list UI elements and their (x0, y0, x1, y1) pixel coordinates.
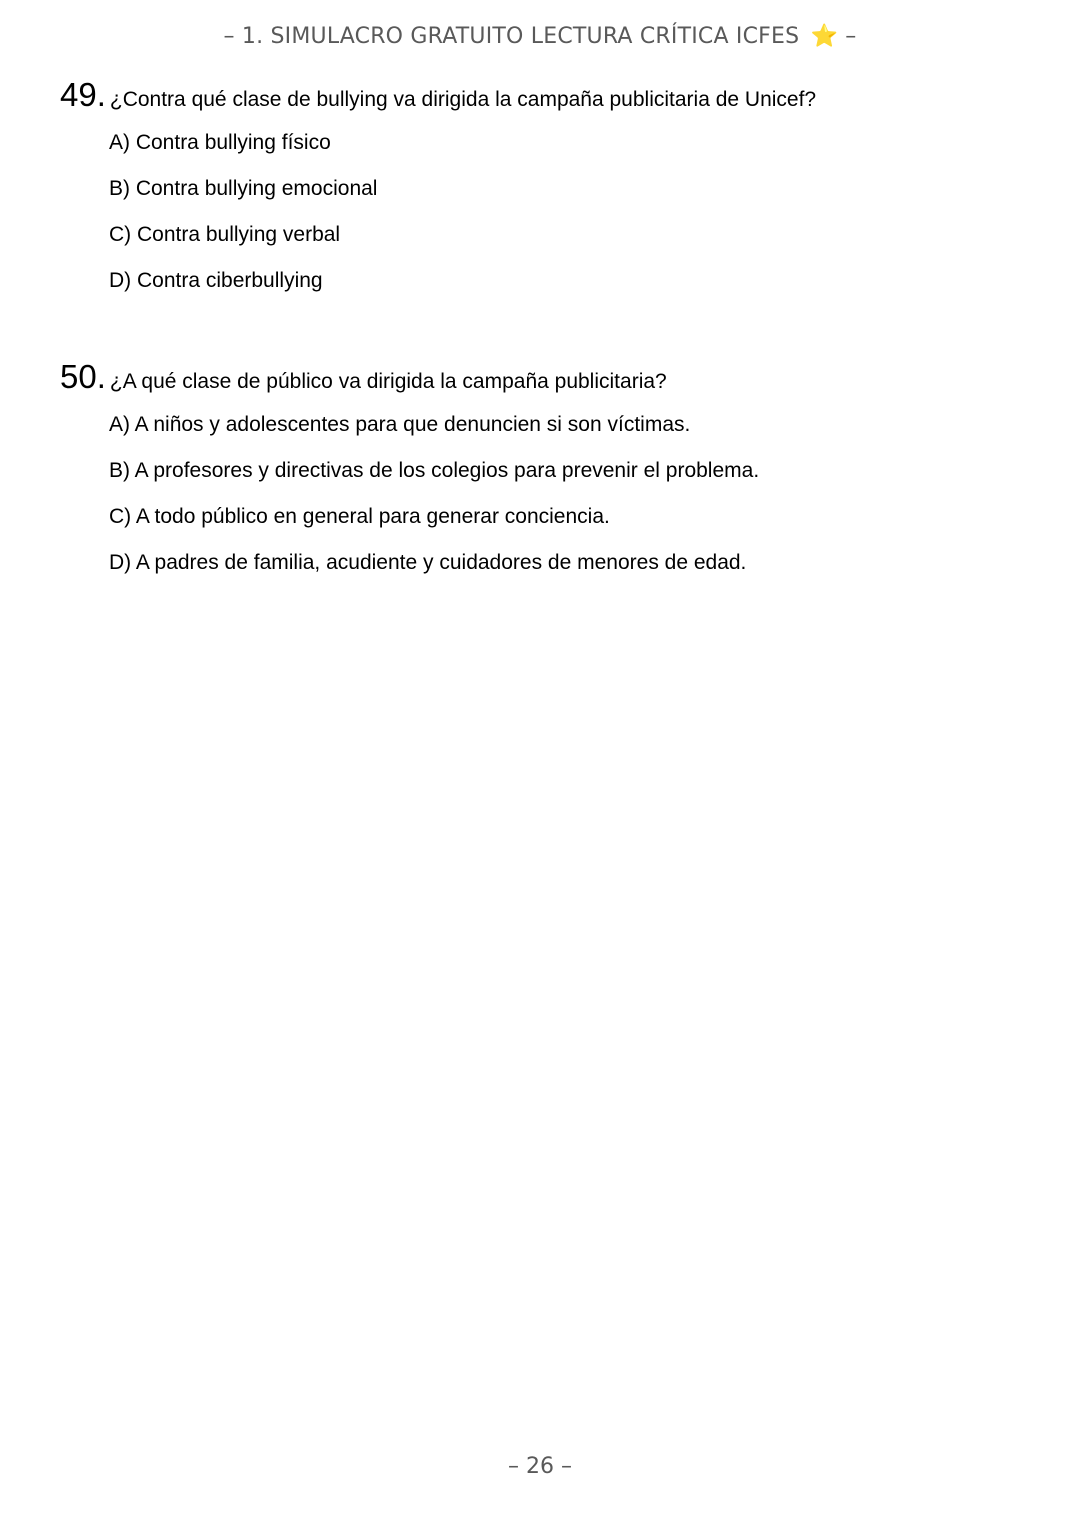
option-b[interactable]: B) A profesores y directivas de los colegios para prevenir el problema. (109, 459, 760, 482)
option-d[interactable]: D) Contra ciberbullying (109, 269, 323, 292)
option-a[interactable]: A) A niños y adolescentes para que denuncien si son víctimas. (109, 413, 691, 436)
option-c[interactable]: C) Contra bullying verbal (109, 223, 341, 246)
option-b[interactable]: B) Contra bullying emocional (109, 177, 378, 200)
option-list (109, 410, 1040, 594)
question-number: 50. (60, 358, 106, 395)
option-a[interactable]: A) Contra bullying físico (109, 131, 331, 154)
question-stem (60, 76, 1040, 114)
header-trailing-dash: – (845, 24, 857, 49)
star-icon: ⭐ (810, 24, 839, 49)
option-c[interactable]: C) A todo público en general para generar conciencia. (109, 505, 610, 528)
question-stem (60, 358, 1040, 396)
question-number: 49. (60, 76, 106, 113)
header-title: – 1. SIMULACRO GRATUITO LECTURA CRÍTICA ICFES (223, 24, 800, 49)
option-d[interactable]: D) A padres de familia, acudiente y cuidadores de menores de edad. (109, 551, 747, 574)
page-header (0, 24, 1080, 49)
question-49 (60, 76, 1040, 312)
question-text: ¿A qué clase de público va dirigida la campaña publicitaria? (109, 370, 667, 393)
option-list (109, 128, 1040, 312)
question-text: ¿Contra qué clase de bullying va dirigida la campaña publicitaria de Unicef? (109, 88, 817, 111)
page-number: – 26 – (508, 1454, 572, 1479)
question-50 (60, 358, 1040, 594)
